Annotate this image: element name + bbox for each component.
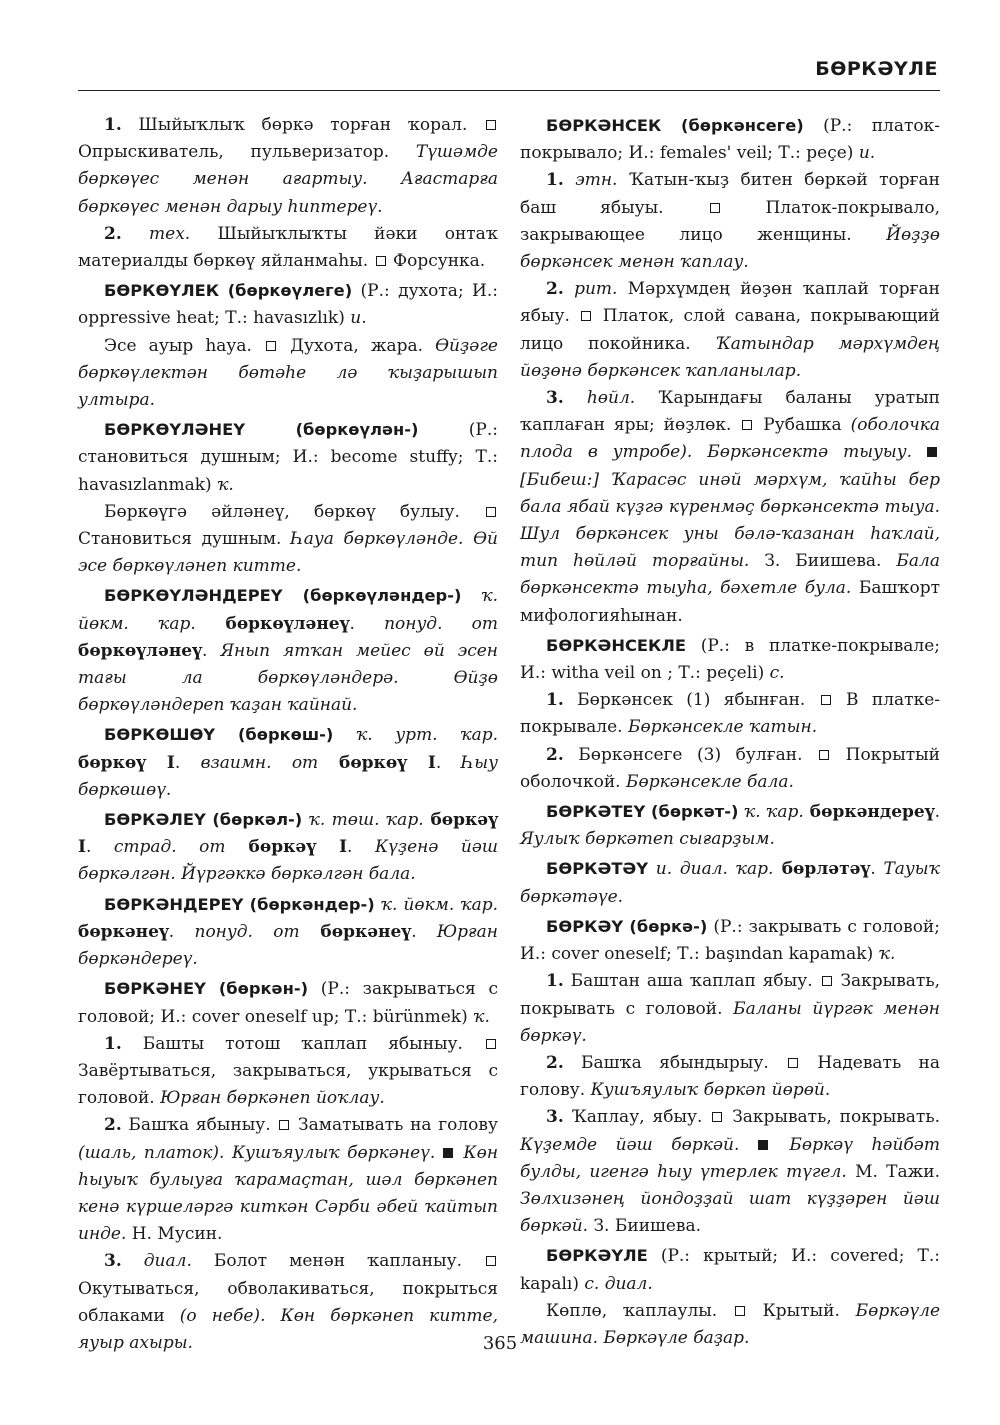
italic-text: ҡ. йөкм. ҡар. [78,586,498,634]
body-text: Н. Мусин. [126,1224,223,1245]
italic-text: Күҙенә йәш бөркәлгән. Йүргәккә бөркәлгән бала. [78,837,499,885]
italic-text: Бөркәү һәйбәт булды, игенгә һыу үтерлек түгел. [520,1134,940,1182]
body-text: . [934,802,940,823]
body-text [564,388,587,408]
body-text: Көплө, ҡаплаулы. [546,1300,733,1321]
body-text: Становиться душным. [78,529,292,550]
italic-text: Бала бөркәнсектә тыуһа, бәхетле була. [520,551,941,599]
body-text: (Р.: крытый; И.: covered; Т.: kapalı) [520,1246,940,1294]
body-text: Болот менән ҡапланыу. [191,1251,485,1272]
body-text: Крытый. [746,1300,856,1321]
headword: БӨРКӘҮЛЕ [546,1246,648,1266]
dictionary-entry [78,112,498,275]
italic-text: диал. [143,1251,192,1272]
headword: БӨРКӘҮ (бөркә-) [546,916,708,936]
entry-sense [520,385,940,630]
entry-sense [520,1050,940,1104]
body-text: . [347,837,375,858]
italic-text: и. [858,143,876,164]
italic-text: Тауыҡ бөркәтәүе. [520,859,941,907]
body-text: . [85,837,114,858]
dictionary-entry [78,582,498,719]
dictionary-entry [520,632,940,796]
italic-text: и. [350,308,367,329]
italic-text: взаимн. от [200,752,319,773]
body-text: . [411,921,437,942]
bold-text: бөркөү I [78,752,175,773]
headword: БӨРКӘНЕҮ (бөркән-) [104,979,309,999]
entry-paragraph-lead [520,855,940,910]
bold-text: 3. [104,1251,122,1272]
body-text [771,1135,790,1155]
body-text: Башты тотош ҡаплап ябыныу. [121,1033,484,1054]
entry-paragraph-lead [78,721,498,804]
italic-text: ҡ. [473,1006,490,1027]
body-text: . [202,640,221,661]
italic-text: Йөҙҙө бөркәнсек менән ҡаплау. [520,224,940,273]
translation-marker-icon [581,311,591,321]
bold-text: бөркәү I [225,837,348,858]
headword: БӨРКӨҮЛӘНЕҮ (бөркөүлән-) [104,420,419,440]
entry-sense [78,499,498,581]
bold-text: бөркәнеү [299,921,412,942]
italic-text: с. [769,663,785,684]
entry-sense [78,333,498,415]
bold-text: 1. [546,170,564,191]
bold-text: 1. [546,690,564,711]
italic-text: ҡ. төш. ҡар. [308,810,424,831]
italic-text: Көн һыуыҡ булыуға ҡарамаҫтан, шәл бөркәнеп кенә күршеләргә киткән Сәрби әбей ҡайтып инде. [78,1142,499,1245]
bold-text: бөркөүләнеү [195,613,350,634]
bold-text: 3. [546,388,564,409]
bold-text: бөркәнеү [78,921,169,942]
body-text: Завёртываться, закрываться, укрываться с головой. [78,1060,498,1109]
dictionary-entry [78,277,498,414]
bold-text: 2. [546,1052,564,1073]
italic-text: понуд. от [194,921,300,942]
body-text: . [168,921,195,942]
body-text: Покрытый оболочкой. [520,744,940,792]
italic-text: Зөлхизәнең йондоҙҙай шат күҙҙәрен йәш бөркәй. [520,1188,940,1237]
translation-marker-icon [376,256,386,266]
body-text [648,859,656,879]
italic-text: Өйҙәге бөркөүлектән бөтәһе лә ҡыҙарышып ултыра. [78,335,498,411]
italic-text: ҡ. йөкм. ҡар. [380,894,498,915]
italic-text: Һауа бөркөүләнде. Өй эсе бөркөүләнеп китте. [78,529,498,577]
body-text: . [349,613,385,634]
body-text: Окутываться, обволакиваться, покрыться облаками [78,1278,498,1326]
body-text: З. Биишева. [588,1216,701,1237]
italic-text: Юрған бөркәнеп йоҡлау. [160,1088,385,1109]
headword: БӨРКӨШӨҮ (бөркөш-) [104,725,334,745]
dictionary-entry [78,416,498,580]
entry-paragraph-lead [78,582,498,719]
bold-text: 2. [104,223,122,244]
body-text [435,1143,443,1163]
entry-sense [78,1031,498,1113]
body-text [122,224,149,244]
running-head: БӨРКӘҮЛЕ [815,58,938,80]
body-text: Бөркәнсек (1) ябынған. [563,690,819,711]
entry-paragraph-lead [520,632,940,687]
italic-text: с. диал. [584,1273,653,1294]
dictionary-entry [78,721,498,804]
italic-text: ҡ. [217,474,234,495]
bold-text: 1. [546,971,564,992]
italic-text: Һыу бөркөшөү. [78,752,498,800]
entry-paragraph-lead [78,416,498,499]
italic-text: Түшәмде бөркөүес менән ағартыу. Ағастарға бөркөүес менән дарыу һиптереү. [78,142,498,217]
body-text: . [174,752,201,773]
italic-text: Баланы йүргәк менән бөркәү. [520,998,941,1046]
body-text: З. Биишева. [749,551,897,572]
dictionary-entry [78,975,498,1357]
translation-marker-icon [788,1058,798,1068]
body-text: (Р.: платок-покрывало; И.: females' veil; Т.: peçe) [520,116,940,164]
bold-text: 2. [546,744,564,765]
bold-text: 2. [104,1115,122,1136]
headword: БӨРКӘЛЕҮ (бөркәл-) [104,810,303,830]
bold-text: бөркөү I [318,752,436,773]
body-text: В платке-покрывале. [520,690,940,738]
headword: БӨРКӘНСЕК (бөркәнсеге) [546,116,804,135]
translation-marker-icon [486,1256,496,1266]
translation-marker-icon [735,1306,745,1316]
entry-sense [78,1112,498,1248]
left-column [78,112,498,1359]
body-text: Бөркөүгә әйләнеү, бөркөү булыу. [104,501,484,522]
body-text: Башҡорт мифологияһынан. [520,578,940,626]
italic-text: рит. [574,279,618,300]
body-text: (Р.: в платке-покрывале; И.: witha veil on ; Т.: peçeli) [520,635,940,684]
body-text: Форсунка. [387,251,486,272]
headword: БӨРКӨҮЛЕК (бөркөүлеге) [104,281,353,301]
body-text: (Р.: становиться душным; И.: become stuffy; Т.: havasızlanmak) [78,420,499,495]
page-number: 365 [482,1333,518,1354]
body-text: Платок, слой савана, покрывающий лицо покойника. [520,306,940,354]
bold-text: 3. [546,1107,564,1128]
body-text: Ҡаплау, ябыу. [563,1107,711,1128]
body-text: Эсе ауыр һауа. [104,335,265,356]
entry-paragraph-lead [520,798,940,853]
body-text: Закрывать, покрывать. [724,1107,940,1128]
header-rule [78,90,940,91]
italic-text: Юрған бөркәндереү. [78,921,498,970]
entry-paragraph-lead [78,806,498,889]
entry-sense [520,167,940,276]
translation-marker-icon [486,1039,496,1049]
translation-marker-icon [266,341,276,351]
body-text: Духота, жара. [278,335,436,356]
body-text: Башҡа ябыныу. [121,1115,278,1136]
italic-text: Бөркәнсекле ҡатын. [627,717,818,738]
body-text [122,1251,144,1271]
italic-text: (о небе). Көн бөркәнеп китте, яуыр ахыры. [78,1305,498,1353]
body-text: Ҡатын-ҡыҙ битен бөркәй торған баш ябыуы. [520,170,940,218]
entry-sense [520,742,940,796]
body-text [564,170,575,190]
body-text: . [435,752,462,773]
italic-text: Бөркәнсекле бала. [625,771,794,792]
dictionary-entry [520,798,940,853]
italic-text: Яулыҡ бөркәтеп сығарҙым. [520,829,775,850]
italic-text: Ҡатындар мәрхүмдең йөҙөнә бөркәнсек ҡапланылар. [520,333,941,381]
entry-paragraph-lead [520,913,940,968]
right-column [520,112,940,1354]
translation-marker-icon [710,203,720,213]
bold-text: 1. [104,115,122,135]
translation-marker-icon [486,507,496,517]
translation-marker-icon [279,1120,289,1130]
bold-text: 1. [104,1033,122,1054]
italic-text: ҡ. урт. ҡар. [355,725,498,746]
italic-text: Күҙемде йәш бөркәй. [520,1134,740,1155]
body-text: (Р.: закрывать с головой; И.: cover oneself; Т.: başından kapamak) [520,916,940,965]
bold-text: бөркөүләнеү [78,640,202,661]
body-text: Опрыскиватель, пульверизатор. [78,142,416,163]
dictionary-entry [78,806,498,889]
dictionary-entry [78,891,498,974]
bold-text: бөрләтәү [773,859,871,880]
italic-text: страд. от [113,837,226,858]
italic-text: тех. [149,223,191,244]
translation-marker-icon [819,750,829,760]
bold-text: 2. [546,279,564,300]
body-text [912,442,927,462]
italic-text: Кушъяулыҡ бөркәп йөрөй. [590,1080,831,1101]
body-text: Шыйыҡлыҡ бөркә торған ҡорал. [121,115,484,135]
italic-text: этн. [575,170,618,191]
translation-marker-icon [742,420,752,430]
bold-text: бөркәү I [78,810,498,858]
headword: БӨРКӘТЕҮ (бөркәт-) [546,802,739,822]
entry-sense [78,221,498,275]
bold-text: бөркәндереү [803,802,935,823]
body-text: Башҡа ябындырыу. [563,1052,787,1073]
body-text: Заматывать на голову [291,1115,498,1136]
quotation-marker-icon [927,447,937,457]
italic-text: Бөркәүле машина. Бөркәүле баҙар. [520,1300,941,1348]
dictionary-entry [520,112,940,630]
entry-paragraph-lead [78,975,498,1030]
italic-text: һөйл. [586,388,636,409]
italic-text: понуд. от [384,613,499,634]
body-text [564,279,574,299]
body-text: Надевать на голову. [520,1052,940,1101]
body-text: Шыйыҡлыҡты йәки онтаҡ материалды бөркөү яйланмаһы. [78,223,499,272]
italic-text: [Бибеш:] Ҡарасәс инәй мәрхүм, ҡайһы бер бала ябай күҙгә күренмәҫ бөркәнсектә тыуа. Шул бөркәнсек уны бәлә-ҡазанан һаҡлай, тип һөйләй торғайны. [520,469,940,572]
body-text: Ҡарындағы баланы уратып ҡаплаған яры; йөҙлөк. [520,388,940,436]
quotation-marker-icon [758,1140,768,1150]
headword: БӨРКӘНДЕРЕҮ (бөркәндер-) [104,894,375,914]
italic-text: ҡ. [878,944,896,965]
translation-marker-icon [486,120,496,130]
italic-text: (шаль, платок). Кушъяулыҡ бөркәнеү. [78,1142,436,1163]
entry-paragraph-lead [520,112,940,167]
body-text: Мәрхүмдең йөҙөн ҡаплай торған ябыу. [520,279,940,327]
italic-text: и. диал. ҡар. [655,859,774,880]
headword: БӨРКӘНСЕКЛЕ [546,635,686,655]
entry-paragraph-lead [78,112,498,221]
entry-paragraph-lead [78,891,498,974]
body-text: . [870,859,884,880]
body-text [739,1135,758,1155]
translation-marker-icon [821,695,831,705]
body-text: М. Тажи. [846,1161,940,1182]
entry-sense [520,687,940,741]
dictionary-entry [520,913,940,1240]
body-text: (Р.: духота; И.: oppressive heat; Т.: havasızlık) [78,281,498,329]
body-text: Платок-покрывало, закрывающее лицо женщины. [520,197,940,245]
body-text: Закрывать, покрывать с головой. [520,971,940,1019]
body-text [333,725,356,745]
body-text: (Р.: закрываться с головой; И.: cover oneself up; Т.: bürünmek) [78,979,498,1027]
entry-sense [520,276,940,385]
body-text: Баштан аша ҡаплап ябыу. [563,971,820,992]
body-text: Бөркәнсеге (3) булған. [563,744,818,765]
italic-text: (оболочка плода в утробе). Бөркәнсектә тыуыу. [520,415,940,463]
translation-marker-icon [822,976,832,986]
entry-paragraph-lead [78,277,498,332]
headword: БӨРКӨҮЛӘНДЕРЕҮ (бөркөүләндер-) [104,586,462,606]
translation-marker-icon [712,1112,722,1122]
entry-sense [520,1104,940,1240]
quotation-marker-icon [443,1148,453,1158]
italic-text: ҡ. ҡар. [743,802,804,823]
body-text: Рубашка [754,415,851,436]
entry-sense [520,968,940,1050]
headword: БӨРКӘТӘҮ [546,859,649,879]
italic-text: Янып ятҡан мейес өй эсен тағы ла бөркөүләндерә. Өйҙө бөркөүләндереп ҡаҙан ҡайнай. [78,640,498,716]
dictionary-entry [520,855,940,910]
body-text [461,586,481,606]
entry-paragraph-lead [520,1242,940,1297]
